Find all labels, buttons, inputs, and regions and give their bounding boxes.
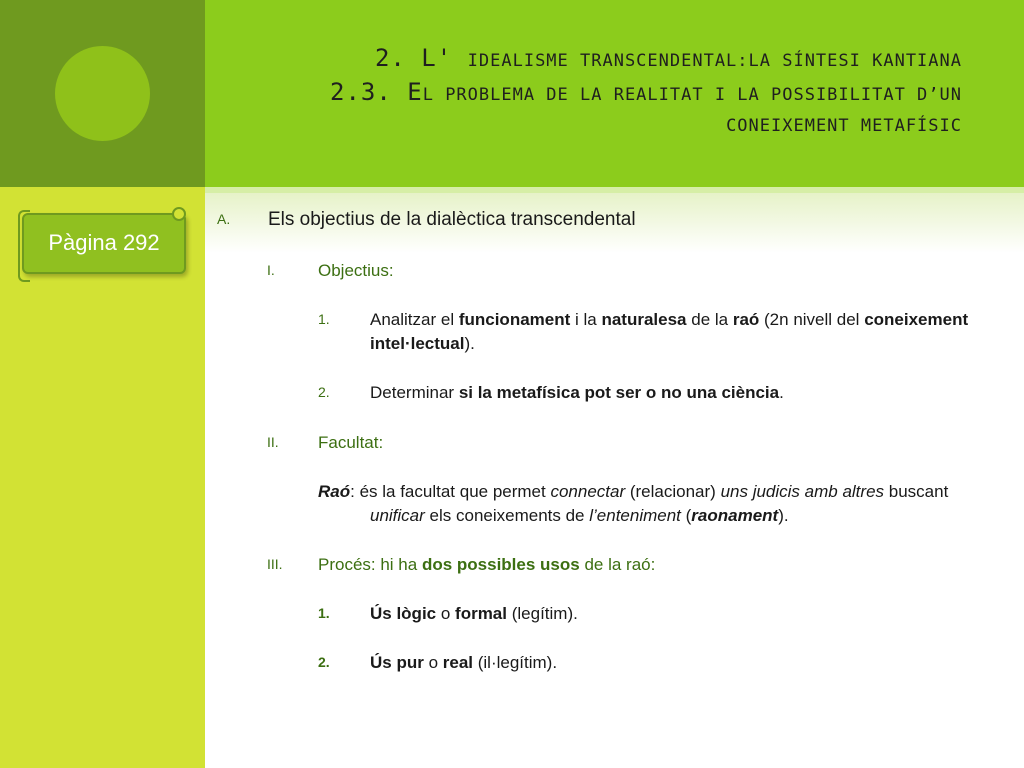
text-run: Determinar [370, 383, 459, 402]
faculty-line-2 [370, 506, 789, 526]
text-run: o [423, 653, 443, 672]
left-sidebar [0, 187, 205, 768]
objective-2-text [370, 383, 784, 403]
text-run: . [779, 383, 784, 402]
bold-run: intel·lectual [370, 334, 465, 353]
title-line-1-prefix: 2. L' [374, 44, 468, 72]
bold-run: raó [732, 310, 760, 329]
objective-2-marker: 2. [318, 384, 330, 400]
objective-1-marker: 1. [318, 311, 330, 327]
bold-run: coneixement [864, 310, 969, 329]
text-run: i la [570, 310, 602, 329]
objective-1-line-1 [370, 310, 968, 330]
use-1-marker: 1. [318, 605, 330, 621]
italic-run: l’enteniment [589, 506, 681, 525]
text-run: de la raó: [579, 555, 656, 574]
text-run: (il·legítim). [473, 653, 558, 672]
title-line-1-text: IDEALISME TRANSCENDENTAL:LA SÍNTESI KANTIANA [467, 51, 962, 71]
bold-run: dos possibles usos [421, 555, 580, 574]
bold-italic-run: raonament [691, 506, 779, 525]
list-item-facultat-label: Facultat: [318, 433, 384, 452]
page-tag-label: Pàgina 292 [48, 230, 160, 255]
text-run: ). [778, 506, 789, 525]
text-run: (relacionar) [625, 482, 721, 501]
list-item-objectius-marker: I. [267, 262, 275, 278]
slide-content [205, 193, 1024, 768]
text-run: buscant [884, 482, 949, 501]
page-tag [22, 213, 186, 274]
text-run: Analitzar el [370, 310, 459, 329]
bold-run: formal [455, 604, 507, 623]
page-tag-scroll-curl [172, 207, 186, 221]
decorative-circle [55, 46, 150, 141]
text-run: de la [686, 310, 733, 329]
bold-run: si la metafísica pot ser o no una ciència [458, 383, 780, 402]
text-run: (2n nivell del [759, 310, 865, 329]
section-a-heading: Els objectius de la dialèctica transcendental [268, 209, 636, 230]
text-run: els coneixements de [424, 506, 590, 525]
use-2-text [370, 653, 557, 673]
bold-run: funcionament [458, 310, 571, 329]
text-run: ( [680, 506, 692, 525]
list-item-objectius-label: Objectius: [318, 261, 394, 280]
text-run: (legítim). [507, 604, 578, 623]
italic-run: unificar [370, 506, 425, 525]
title-line-3: CONEIXEMENT METAFÍSIC [726, 116, 962, 136]
bold-run: naturalesa [601, 310, 687, 329]
section-a-marker: A. [217, 211, 231, 227]
italic-run: connectar [550, 482, 626, 501]
faculty-line-1 [318, 482, 948, 502]
title-line-1 [202, 43, 962, 77]
list-item-facultat-marker: II. [267, 434, 279, 450]
list-item-proces-marker: III. [267, 556, 283, 572]
text-run: : és la facultat que permet [350, 482, 551, 501]
title-line-2-prefix: 2.3. E [330, 78, 423, 106]
objective-1-line-2 [370, 334, 475, 354]
title-line-2-text: L PROBLEMA DE LA REALITAT I LA POSSIBILITAT D’UN [422, 85, 962, 105]
use-2-marker: 2. [318, 654, 330, 670]
bold-run: Ús lògic [370, 604, 437, 623]
use-1-text [370, 604, 578, 624]
text-run: o [436, 604, 456, 623]
left-top-block [0, 0, 205, 187]
bold-run: Ús pur [370, 653, 424, 672]
text-run: ). [464, 334, 475, 353]
bold-italic-run: Raó [318, 482, 351, 501]
text-run: Procés: hi ha [318, 555, 422, 574]
bold-run: real [442, 653, 473, 672]
list-item-proces-label [318, 555, 655, 575]
slide-title [202, 43, 962, 142]
italic-run: uns judicis amb altres [720, 482, 885, 501]
title-line-2 [202, 77, 962, 111]
